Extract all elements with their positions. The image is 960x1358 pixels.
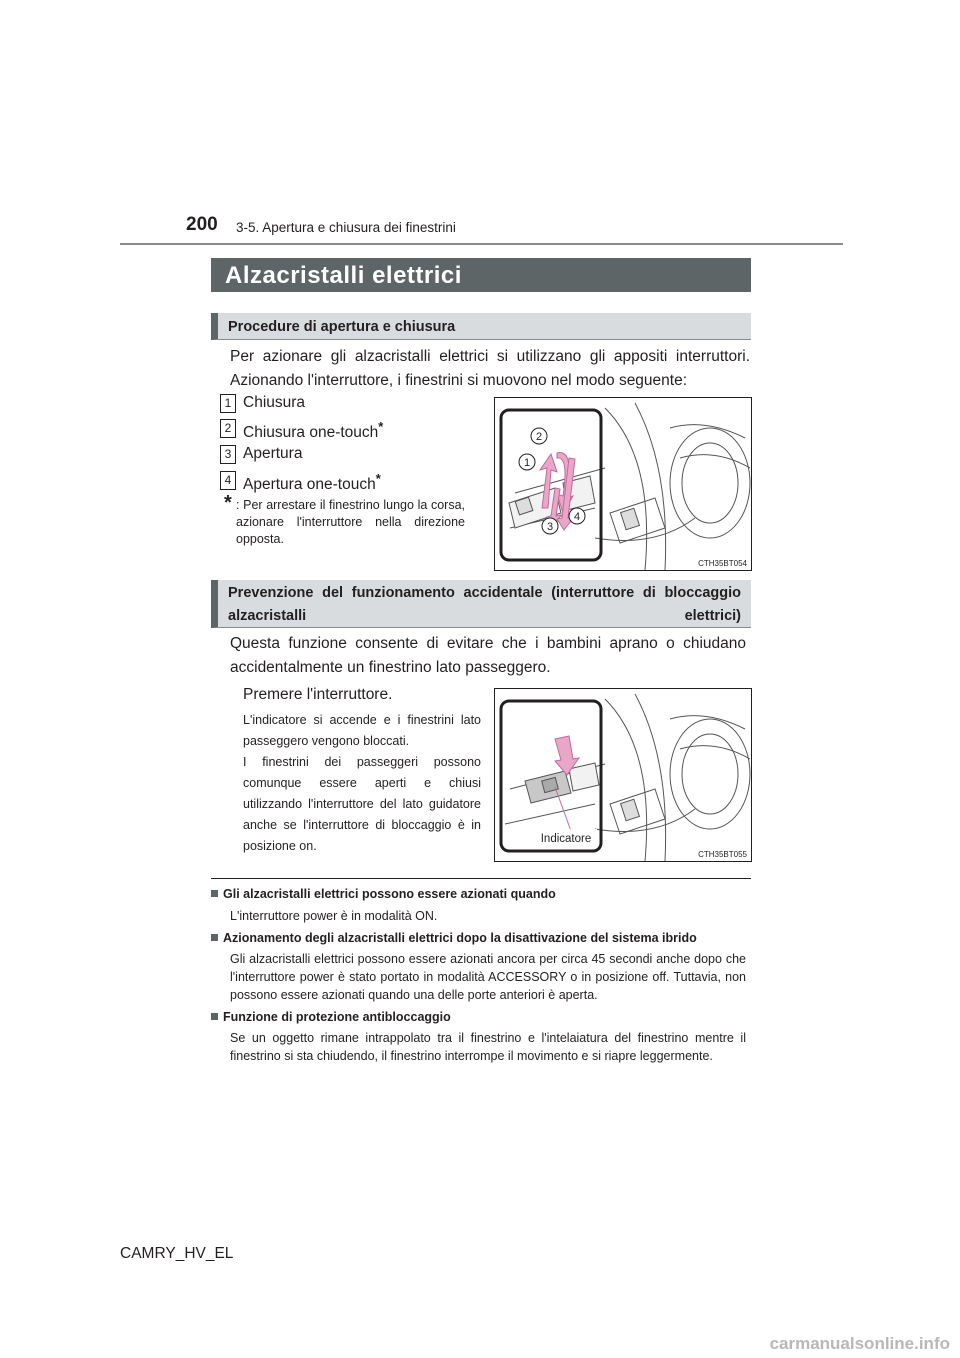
note-body: Gli alzacristalli elettrici possono essere azionati ancora per circa 45 secondi anche dopo che l'interruttore power è stato portato in modalità ACCESSORY o in posizione off. Tuttavia, non possono essere azionati quando una delle porte anteriori è aperta.: [230, 952, 746, 1002]
header-rule: [120, 243, 843, 245]
step-detail-1: L'indicatore si accende e i finestrini lato passeggero vengono bloccati.: [243, 713, 481, 748]
note-body: L'interruttore power è in modalità ON.: [230, 909, 438, 923]
window-switch-illustration: [495, 398, 751, 570]
footnote-marker: *: [378, 419, 384, 434]
window-switch-figure: [494, 397, 752, 571]
list-item: [243, 445, 302, 463]
note-title: [211, 887, 556, 901]
note-body: Se un oggetto rimane intrappolato tra il finestrino e l'intelaiatura del finestrino mentre il finestrino si sta chiudendo, il finestrino interrompe il movimento e si riapre leggermente.: [230, 1031, 746, 1063]
page-title: Alzacristalli elettrici: [211, 258, 751, 292]
notes-rule: [211, 878, 751, 879]
item-label: Apertura: [243, 445, 303, 462]
item-label: Chiusura: [243, 394, 306, 411]
figure-code: CTH35BT054: [698, 559, 747, 568]
section-heading-lock: Prevenzione del funzionamento accidentale (interruttore di bloccaggio alzacristalli elettrici): [211, 580, 751, 628]
footer-code: CAMRY_HV_EL: [120, 1245, 234, 1262]
item-number: 3: [220, 445, 236, 464]
square-bullet-icon: [211, 890, 218, 897]
section-heading-procedures: Procedure di apertura e chiusura: [211, 313, 751, 340]
callout-3: 3: [546, 521, 554, 533]
lock-switch-illustration: [495, 689, 751, 861]
callout-4: 4: [573, 511, 581, 523]
footnote: : Per arrestare il finestrino lungo la corsa, azionare l'interruttore nella direzione opposta.: [236, 498, 465, 546]
square-bullet-icon: [211, 934, 218, 941]
step-text: Premere l'interruttore.: [243, 686, 393, 703]
item-number: 4: [220, 471, 236, 490]
callout-2: 2: [535, 431, 543, 443]
note-title: [211, 1010, 451, 1024]
footnote-marker: *: [375, 471, 381, 486]
note-title-text: Gli alzacristalli elettrici possono essere azionati quando: [223, 887, 556, 901]
item-label: Chiusura one-touch: [243, 424, 379, 442]
callout-1: 1: [523, 457, 531, 469]
indicator-label: Indicatore: [540, 833, 592, 845]
list-item: [243, 471, 381, 494]
step-detail-2: I finestrini dei passeggeri possono comunque essere aperti e chiusi utilizzando l'interruttore del lato guidatore anche se l'interruttore di bloccaggio è in posizione on.: [243, 755, 481, 853]
section1-intro: Per azionare gli alzacristalli elettrici si utilizzano gli appositi interruttori. Azionando l'interruttore, i finestrini si muovono nel modo seguente:: [230, 348, 750, 389]
item-number: 2: [220, 419, 236, 438]
list-item: [243, 419, 383, 442]
figure-code: CTH35BT055: [698, 850, 747, 859]
section-reference: 3-5. Apertura e chiusura dei finestrini: [236, 220, 456, 235]
item-number: 1: [220, 394, 236, 413]
item-label: Apertura one-touch: [243, 476, 376, 494]
note-title-text: Funzione di protezione antibloccaggio: [223, 1010, 451, 1024]
list-item: [243, 394, 305, 412]
square-bullet-icon: [211, 1013, 218, 1020]
section2-intro: Questa funzione consente di evitare che i bambini aprano o chiudano accidentalmente un finestrino lato passeggero.: [230, 635, 746, 676]
watermark: carmanualsonline.info: [769, 1334, 950, 1353]
lock-switch-figure: [494, 688, 752, 862]
note-title: [211, 931, 697, 945]
page-number: 200: [186, 214, 218, 235]
note-title-text: Azionamento degli alzacristalli elettrici dopo la disattivazione del sistema ibrido: [223, 931, 697, 945]
footnote-star: *: [224, 492, 232, 514]
